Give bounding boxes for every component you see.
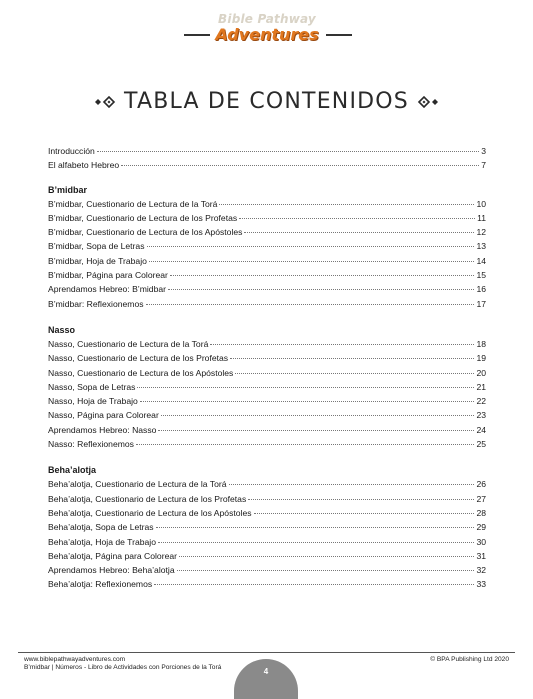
dot-leader [121,165,479,166]
toc-row[interactable] [48,394,486,408]
page-title: TABLA DE CONTENIDOS [124,89,409,114]
toc-row[interactable] [48,535,486,549]
toc-label: Aprendamos Hebreo: B’midbar [48,284,166,295]
toc-row[interactable] [48,423,486,437]
toc-page: 10 [476,198,486,209]
dot-leader [168,289,474,290]
dot-leader [239,218,475,219]
toc-label: Aprendamos Hebreo: Beha’alotja [48,565,175,576]
table-of-contents [48,144,486,592]
page-number: 4 [263,667,269,676]
toc-label: B’midbar: Reflexionemos [48,298,144,309]
toc-row[interactable] [48,492,486,506]
toc-row[interactable] [48,563,486,577]
toc-row[interactable] [48,577,486,591]
toc-page: 16 [476,284,486,295]
dot-leader [147,246,475,247]
title-block [0,88,533,116]
toc-label: Nasso, Sopa de Letras [48,381,136,392]
dot-leader [158,430,474,431]
footer-subtitle: B’midbar | Números - Libro de Actividades con Porciones de la Torá [24,664,222,671]
toc-page: 13 [476,241,486,252]
footer-divider [18,652,515,653]
toc-page: 25 [476,439,486,450]
dot-leader [161,415,475,416]
dot-leader [179,556,474,557]
page-number-tab [234,659,298,699]
toc-label: Nasso: Reflexionemos [48,439,134,450]
toc-page: 11 [477,212,486,223]
toc-page: 31 [476,550,486,561]
dot-leader [177,570,475,571]
toc-label: B’midbar, Sopa de Letras [48,241,145,252]
toc-row[interactable] [48,197,486,211]
dot-leader [146,304,475,305]
toc-page: 14 [476,255,486,266]
toc-row[interactable] [48,158,486,172]
toc-row[interactable] [48,254,486,268]
toc-row[interactable] [48,144,486,158]
toc-label: B’midbar, Cuestionario de Lectura de los Apóstoles [48,227,243,238]
toc-label: Beha’alotja, Cuestionario de Lectura de los Apóstoles [48,507,252,518]
toc-row[interactable] [48,297,486,311]
dot-leader [235,373,474,374]
toc-row[interactable] [48,282,486,296]
toc-row[interactable] [48,239,486,253]
toc-page: 18 [476,338,486,349]
toc-row[interactable] [48,351,486,365]
dot-leader [149,261,475,262]
toc-row[interactable] [48,380,486,394]
toc-label: Beha’alotja, Página para Colorear [48,550,177,561]
ornament-left-icon [92,96,120,108]
toc-label: Nasso, Página para Colorear [48,410,159,421]
toc-label: B’midbar, Cuestionario de Lectura de la Torá [48,198,218,209]
header-line-left [184,34,210,36]
toc-page: 27 [476,493,486,504]
toc-page: 30 [476,536,486,547]
toc-page: 29 [476,522,486,533]
dot-leader [156,527,475,528]
toc-label: Nasso, Cuestionario de Lectura de la Torá [48,338,209,349]
dot-leader [154,584,474,585]
dot-leader [219,204,474,205]
dot-leader [210,344,474,345]
toc-row[interactable] [48,225,486,239]
toc-row[interactable] [48,337,486,351]
toc-row[interactable] [48,477,486,491]
header-line-right [326,34,352,36]
toc-label: Beha’alotja: Reflexionemos [48,579,153,590]
toc-row[interactable] [48,211,486,225]
toc-label: Beha’alotja, Cuestionario de Lectura de la Torá [48,479,227,490]
logo-top-text: Bible Pathway [218,12,316,26]
toc-page: 3 [481,146,486,156]
toc-page: 28 [476,507,486,518]
dot-leader [254,513,475,514]
toc-label: B’midbar, Hoja de Trabajo [48,255,147,266]
toc-label: B’midbar, Página para Colorear [48,270,168,281]
dot-leader [170,275,475,276]
dot-leader [244,232,474,233]
toc-row[interactable] [48,549,486,563]
toc-row[interactable] [48,366,486,380]
toc-label: B’midbar, Cuestionario de Lectura de los Profetas [48,212,238,223]
toc-page: 19 [476,353,486,364]
footer-copyright: © BPA Publishing Ltd 2020 [430,656,509,663]
toc-page: 24 [476,424,486,435]
toc-page: 20 [476,367,486,378]
header [0,12,533,52]
dot-leader [136,444,474,445]
toc-page: 12 [476,227,486,238]
section-heading: Nasso [48,324,76,335]
toc-row[interactable] [48,268,486,282]
toc-page: 33 [476,579,486,590]
toc-row[interactable] [48,408,486,422]
section-heading: Beha’alotja [48,465,97,476]
toc-page: 7 [481,160,486,171]
dot-leader [140,401,475,402]
toc-label: Nasso, Hoja de Trabajo [48,396,138,407]
dot-leader [97,151,479,152]
toc-label: Beha’alotja, Hoja de Trabajo [48,536,156,547]
dot-leader [229,484,475,485]
dot-leader [137,387,474,388]
toc-label: Beha’alotja, Cuestionario de Lectura de los Profetas [48,493,247,504]
toc-page: 15 [476,270,486,281]
toc-label: Nasso, Cuestionario de Lectura de los Profetas [48,353,229,364]
toc-label: Beha’alotja, Sopa de Letras [48,522,154,533]
toc-row[interactable] [48,437,486,451]
toc-page: 32 [476,565,486,576]
toc-row[interactable] [48,506,486,520]
dot-leader [158,542,474,543]
section-heading: B’midbar [48,184,88,195]
toc-page: 21 [476,381,486,392]
logo [210,12,324,44]
toc-label: El alfabeto Hebreo [48,160,120,171]
toc-page: 17 [476,298,486,309]
dot-leader [230,358,474,359]
toc-page: 22 [476,396,486,407]
logo-main-text: Adventures [215,25,319,44]
footer-left [24,656,221,672]
footer-website-link[interactable]: www.biblepathwayadventures.com [24,656,126,663]
toc-page: 23 [476,410,486,421]
toc-row[interactable] [48,520,486,534]
toc-page: 26 [476,479,486,490]
dot-leader [248,499,474,500]
toc-label: Nasso, Cuestionario de Lectura de los Apóstoles [48,367,234,378]
ornament-right-icon [413,96,441,108]
toc-label: Introducción [48,146,95,156]
toc-label: Aprendamos Hebreo: Nasso [48,424,157,435]
